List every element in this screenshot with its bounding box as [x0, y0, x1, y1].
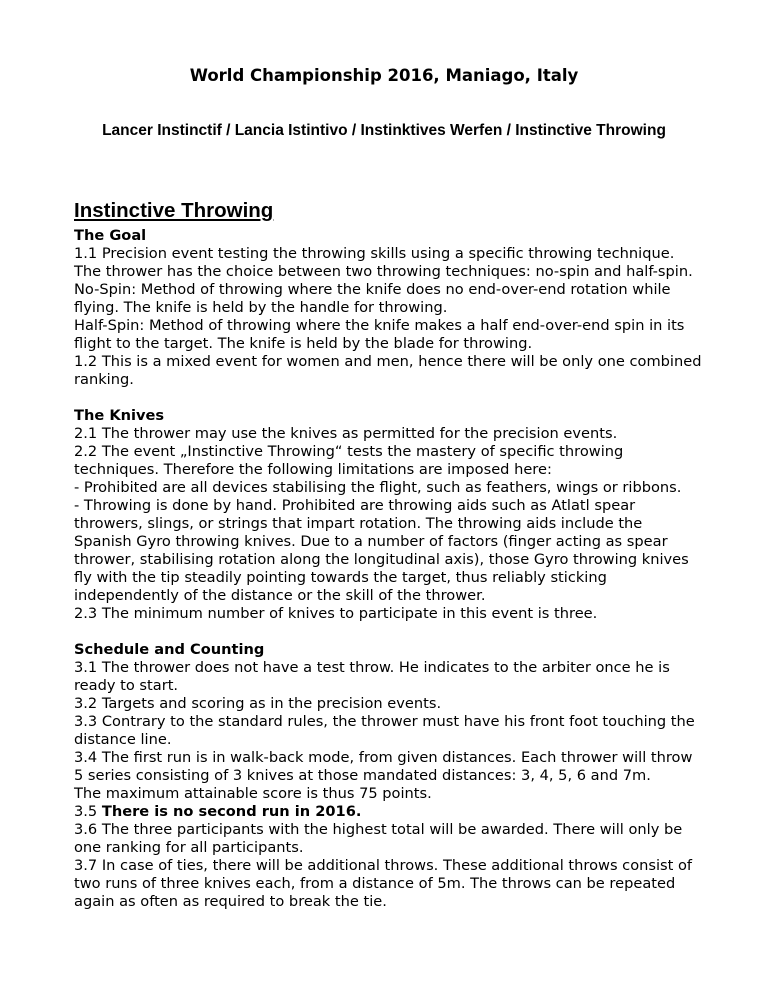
paragraph: 1.1 Precision event testing the throwing skills using a specific throwing technique. The thrower has the choice between two throwing techniques: no-spin and half-spin.	[74, 245, 693, 280]
paragraph: 3.3 Contrary to the standard rules, the thrower must have his front foot touching the distance line.	[74, 713, 695, 748]
section-title-knives: The Knives	[74, 407, 165, 424]
paragraph: 3.7 In case of ties, there will be additional throws. These additional throws consist of two runs of three knives each, from a distance of 5m. The throws can be repeated again as often as required to break the tie.	[74, 857, 693, 910]
section-knives	[74, 407, 704, 623]
paragraph: - Prohibited are all devices stabilising the flight, such as feathers, wings or ribbons.	[74, 479, 682, 496]
paragraph: 3.1 The thrower does not have a test throw. He indicates to the arbiter once he is ready to start.	[74, 659, 670, 694]
section-title-schedule: Schedule and Counting	[74, 641, 265, 658]
section-heading: Instinctive Throwing	[74, 199, 274, 222]
paragraph: No-Spin: Method of throwing where the knife does no end-over-end rotation while flying. The knife is held by the handle for throwing.	[74, 281, 671, 316]
paragraph: - Throwing is done by hand. Prohibited are throwing aids such as Atlatl spear throwers, slings, or strings that impart rotation. The throwing aids include the Spanish Gyro throwing knives. Due to a number of factors (finger acting as spear thrower, stabilising rotation along the longitudinal axis), those Gyro throwing knives fly with the tip steadily pointing towards the target, thus reliably sticking independently of the distance or the skill of the thrower.	[74, 497, 689, 604]
paragraph: 2.1 The thrower may use the knives as permitted for the precision events.	[74, 425, 618, 442]
section-schedule	[74, 641, 704, 911]
paragraph: 2.3 The minimum number of knives to participate in this event is three.	[74, 605, 598, 622]
paragraph-prefix: 3.5	[74, 803, 102, 820]
paragraph: 3.6 The three participants with the highest total will be awarded. There will only be one ranking for all participants.	[74, 821, 683, 856]
paragraph: 2.2 The event „Instinctive Throwing“ tests the mastery of specific throwing techniques. Therefore the following limitations are imposed here:	[74, 443, 624, 478]
section-goal	[74, 227, 704, 389]
paragraph: 1.2 This is a mixed event for women and men, hence there will be only one combined ranking.	[74, 353, 702, 388]
document-title: World Championship 2016, Maniago, Italy	[189, 66, 579, 85]
paragraph: 3.4 The first run is in walk-back mode, from given distances. Each thrower will throw 5 series consisting of 3 knives at those mandated distances: 3, 4, 5, 6 and 7m.	[74, 749, 693, 784]
document-body	[74, 227, 704, 929]
paragraph: The maximum attainable score is thus 75 points.	[74, 785, 432, 802]
paragraph: Half-Spin: Method of throwing where the knife makes a half end-over-end spin in its flight to the target. The knife is held by the blade for throwing.	[74, 317, 685, 352]
paragraph: 3.2 Targets and scoring as in the precision events.	[74, 695, 442, 712]
paragraph	[74, 803, 704, 821]
document-subtitle: Lancer Instinctif / Lancia Istintivo / Instinktives Werfen / Instinctive Throwing	[102, 122, 666, 139]
bold-notice: There is no second run in 2016.	[101, 803, 362, 820]
section-title-goal: The Goal	[74, 227, 147, 244]
